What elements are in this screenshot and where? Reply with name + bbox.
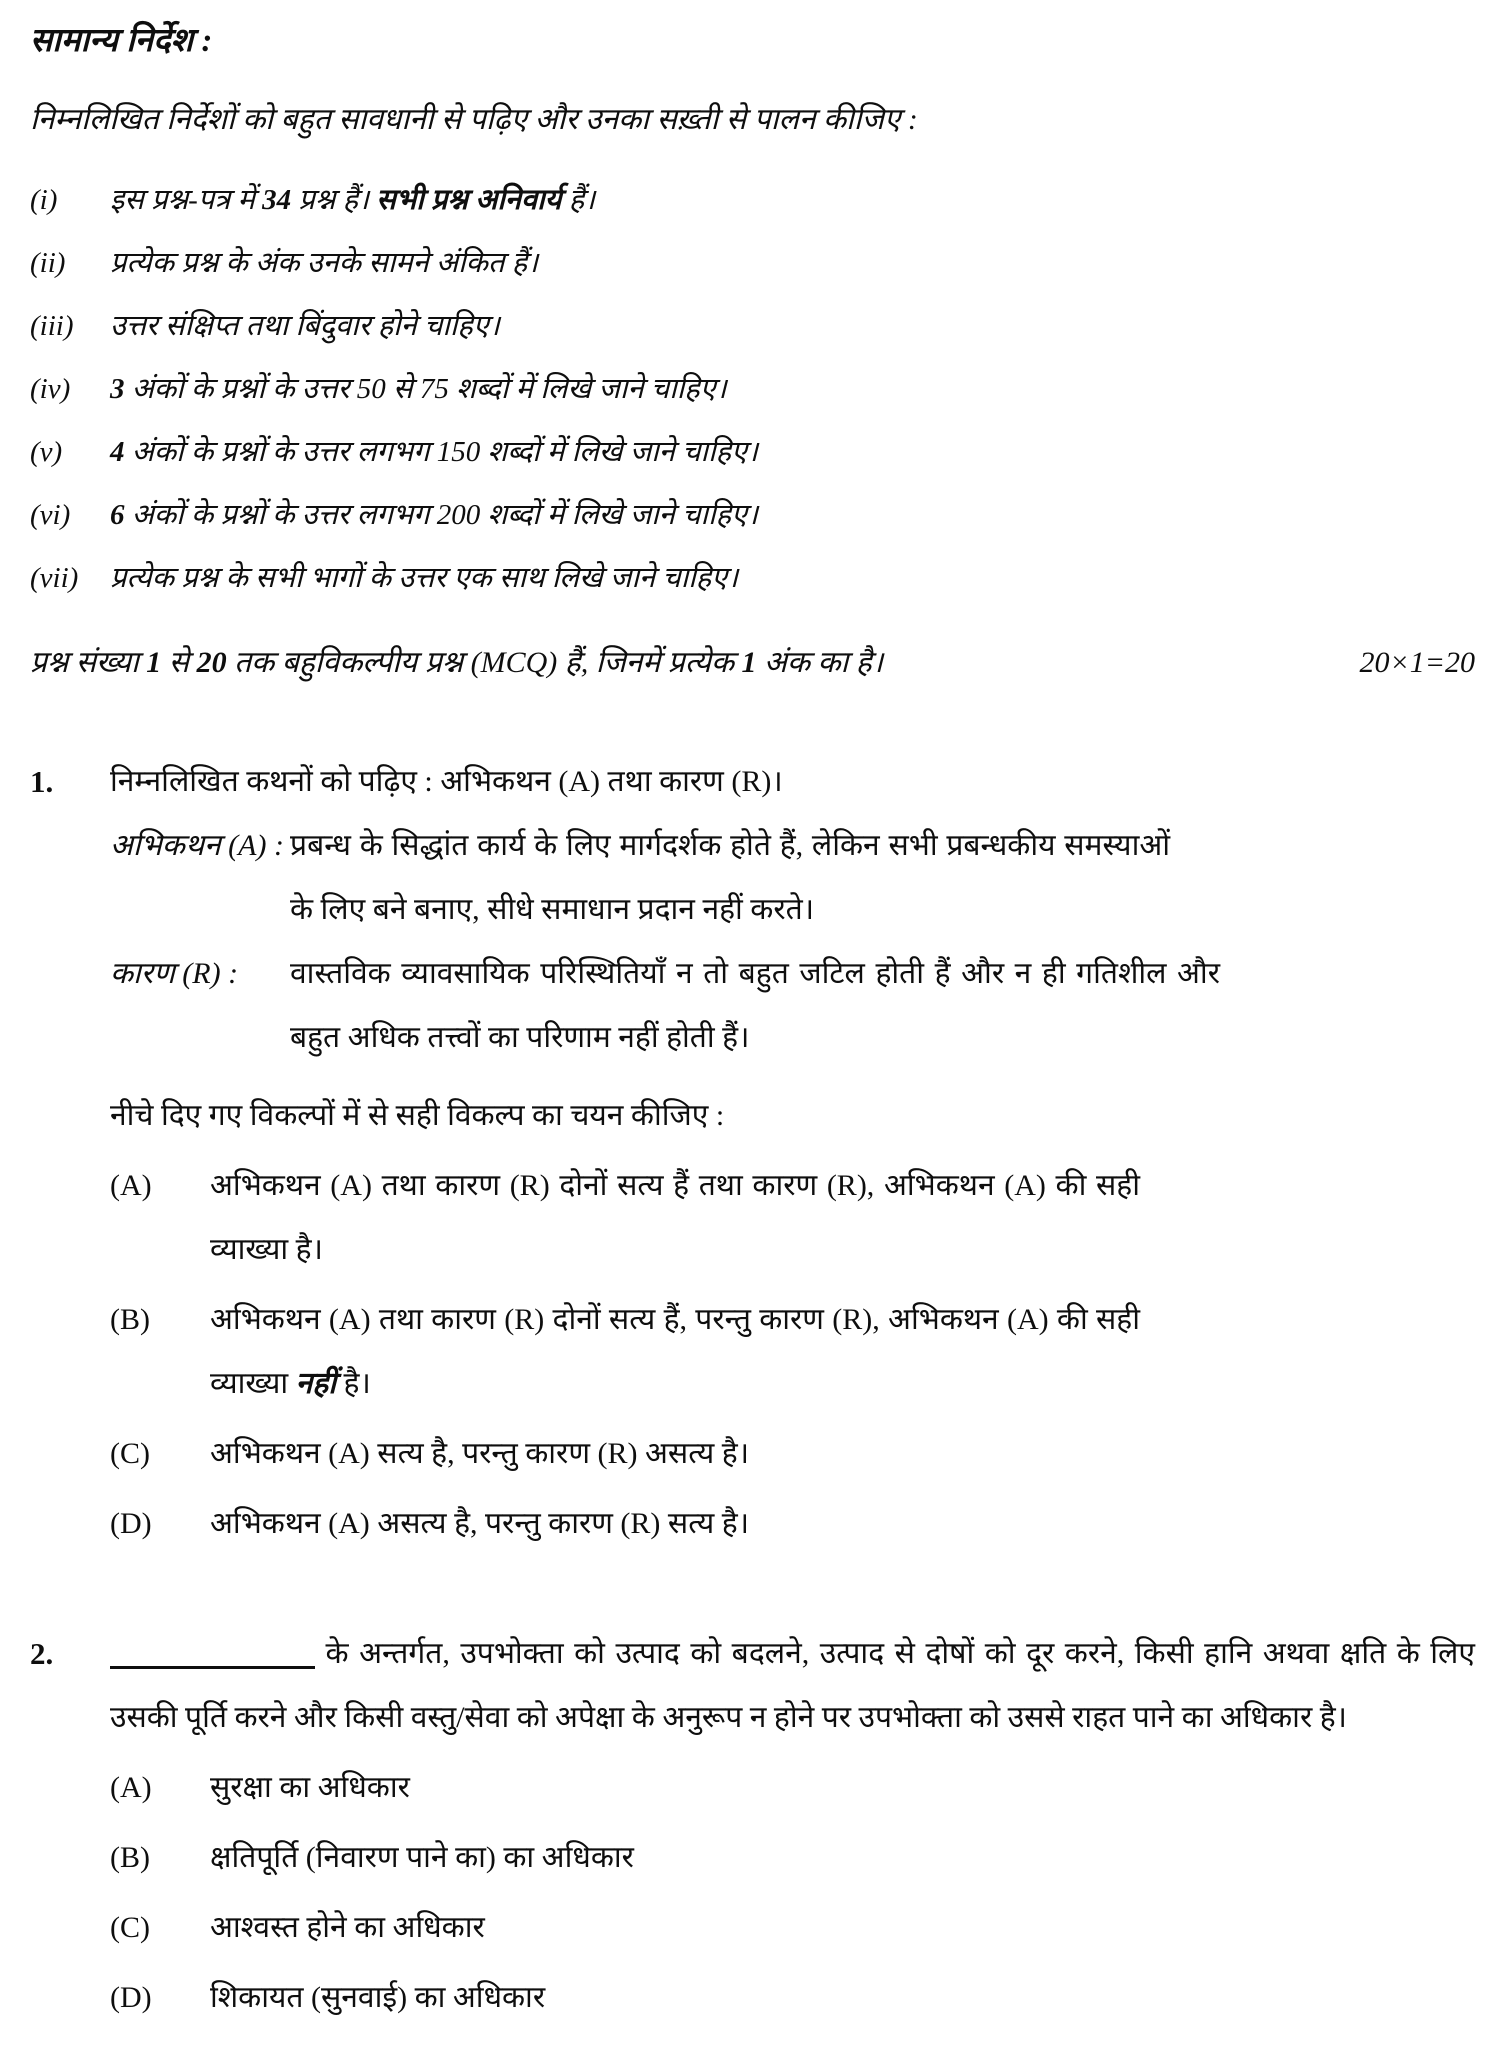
assertion-row	[110, 814, 1475, 942]
instruction-item	[30, 369, 1475, 409]
option-text: अभिकथन (A) सत्य है, परन्तु कारण (R) असत्य है।	[210, 1437, 750, 1470]
instruction-text: 4 अंकों के प्रश्नों के उत्तर लगभग 150 शब्दों में लिखे जाने चाहिए।	[110, 436, 759, 468]
option-text: अभिकथन (A) असत्य है, परन्तु कारण (R) सत्य है।	[210, 1507, 750, 1540]
instruction-item	[30, 306, 1475, 346]
option-text: अभिकथन (A) तथा कारण (R) दोनों सत्य हैं, परन्तु कारण (R), अभिकथन (A) की सही व्याख्या नहीं है।	[210, 1303, 1140, 1400]
option-label: (D)	[110, 1507, 152, 1540]
option-text: सुरक्षा का अधिकार	[210, 1771, 410, 1804]
instruction-text: 3 अंकों के प्रश्नों के उत्तर 50 से 75 शब्दों में लिखे जाने चाहिए।	[110, 373, 727, 405]
option-row	[110, 1756, 1475, 1820]
instruction-item	[30, 243, 1475, 283]
option-label: (C)	[110, 1437, 150, 1470]
instruction-item	[30, 495, 1475, 535]
choose-option-line: नीचे दिए गए विकल्पों में से सही विकल्प का चयन कीजिए :	[110, 1099, 725, 1132]
instruction-number: (vii)	[30, 562, 79, 594]
option-label: (B)	[110, 1841, 150, 1874]
option-label: (D)	[110, 1981, 152, 2014]
reason-row	[110, 942, 1475, 1070]
instruction-item	[30, 432, 1475, 472]
option-text: आश्वस्त होने का अधिकार	[210, 1911, 485, 1944]
general-instructions-heading: सामान्य निर्देश :	[30, 23, 213, 59]
instruction-text: 6 अंकों के प्रश्नों के उत्तर लगभग 200 शब्दों में लिखे जाने चाहिए।	[110, 499, 759, 531]
instruction-item	[30, 558, 1475, 598]
instruction-number: (i)	[30, 184, 58, 216]
question-number: 1.	[30, 764, 54, 799]
instruction-number: (iii)	[30, 310, 74, 342]
instruction-number: (iv)	[30, 373, 71, 405]
question-1	[30, 750, 1475, 1556]
general-instructions-intro: निम्नलिखित निर्देशों को बहुत सावधानी से पढ़िए और उनका सख़्ती से पालन कीजिए :	[30, 103, 918, 136]
question-text: के अन्तर्गत, उपभोक्ता को उत्पाद को बदलने, उत्पाद से दोषों को दूर करने, किसी हानि अथवा क्षति के लिए उसकी पूर्ति करने और किसी वस्तु/सेवा को अपेक्षा के अनुरूप न होने पर उपभोक्ता को उससे राहत पाने का अधिकार है।	[110, 1637, 1475, 1734]
option-row	[110, 1966, 1475, 2030]
option-row	[110, 1826, 1475, 1890]
instruction-text: प्रत्येक प्रश्न के सभी भागों के उत्तर एक साथ लिखे जाने चाहिए।	[110, 562, 739, 594]
instruction-number: (vi)	[30, 499, 71, 531]
option-label: (B)	[110, 1303, 150, 1336]
instruction-text: प्रत्येक प्रश्न के अंक उनके सामने अंकित हैं।	[110, 247, 539, 279]
option-row	[110, 1422, 1475, 1486]
option-row	[110, 1492, 1475, 1556]
instruction-number: (ii)	[30, 247, 66, 279]
option-text: अभिकथन (A) तथा कारण (R) दोनों सत्य हैं तथा कारण (R), अभिकथन (A) की सही व्याख्या है।	[210, 1169, 1140, 1266]
general-instructions-list	[30, 180, 1475, 598]
instruction-text: इस प्रश्न-पत्र में 34 प्रश्न हैं। सभी प्रश्न अनिवार्य हैं।	[110, 184, 596, 216]
option-label: (A)	[110, 1169, 152, 1202]
mcq-note-row	[30, 642, 1475, 684]
reason-text: वास्तविक व्यावसायिक परिस्थितियाँ न तो बहुत जटिल होती हैं और न ही गतिशील और बहुत अधिक तत्त्वों का परिणाम नहीं होती हैं।	[290, 957, 1220, 1054]
option-row	[110, 1288, 1475, 1416]
reason-label: कारण (R) :	[110, 957, 239, 990]
instruction-text: उत्तर संक्षिप्त तथा बिंदुवार होने चाहिए।	[110, 310, 500, 342]
option-label: (C)	[110, 1911, 150, 1944]
instruction-item	[30, 180, 1475, 220]
option-row	[110, 1896, 1475, 1960]
question-number: 2.	[30, 1636, 54, 1671]
instruction-number: (v)	[30, 436, 63, 468]
question-2	[30, 1622, 1475, 2030]
option-text: शिकायत (सुनवाई) का अधिकार	[210, 1981, 546, 2014]
question-intro: निम्नलिखित कथनों को पढ़िए : अभिकथन (A) तथा कारण (R)।	[110, 765, 783, 798]
assertion-text: प्रबन्ध के सिद्धांत कार्य के लिए मार्गदर्शक होते हैं, लेकिन सभी प्रबन्धकीय समस्याओं के लिए बने बनाए, सीधे समाधान प्रदान नहीं करते।	[290, 829, 1170, 926]
option-label: (A)	[110, 1771, 152, 1804]
option-row	[110, 1154, 1475, 1282]
question-body	[110, 1622, 1475, 2030]
mcq-note-text: प्रश्न संख्या 1 से 20 तक बहुविकल्पीय प्रश्न (MCQ) हैं, जिनमें प्रत्येक 1 अंक का है।	[30, 646, 884, 679]
question-body	[110, 750, 1475, 1556]
option-text: क्षतिपूर्ति (निवारण पाने का) का अधिकार	[210, 1841, 634, 1874]
assertion-label: अभिकथन (A) :	[110, 829, 284, 862]
mcq-marks: 20×1=20	[1359, 646, 1475, 679]
